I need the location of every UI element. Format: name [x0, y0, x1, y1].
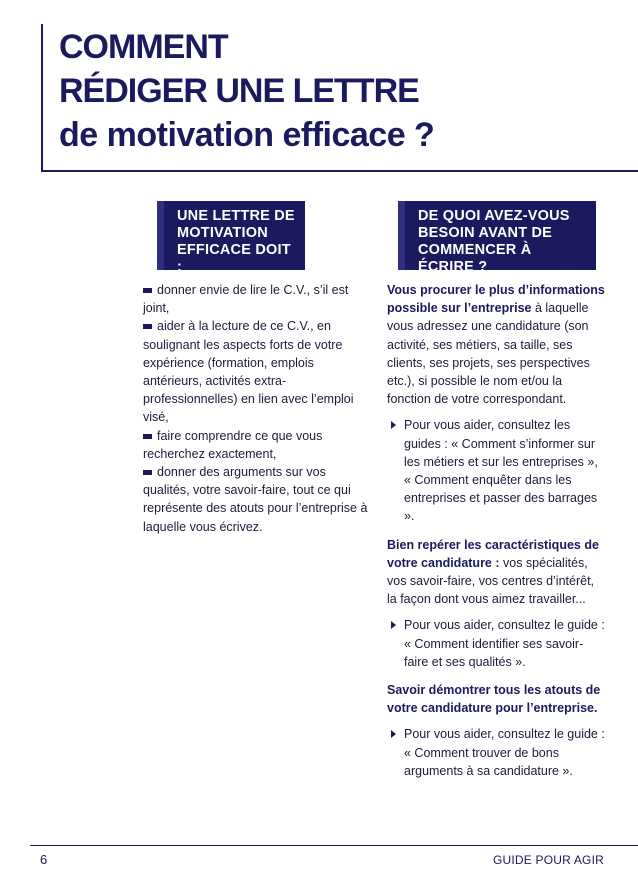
footer-title: GUIDE POUR AGIR [492, 853, 604, 867]
arrow-right-icon [391, 730, 396, 738]
left-column [143, 281, 375, 536]
left-column-heading: UNE LETTRE DE MOTIVATION EFFICACE DOIT : [157, 201, 305, 270]
list-item: donner des arguments sur vos qualités, votre savoir-faire, tout ce qui représente des atouts pour l’entreprise à laquelle vous écrivez. [143, 465, 368, 534]
title-line-1: COMMENT [59, 28, 228, 66]
section-1-text: Vous procurer le plus d’informations possible sur l’entreprise à laquelle vous adressez une candidature (son activité, ses métiers, sa taille, ses clients, ses projets, ses perspectives etc.), si possible le nom et/ou la fonction de votre correspondant. [387, 283, 605, 407]
right-column-heading: DE QUOI AVEZ-VOUS BESOIN AVANT DE COMMENCER À ÉCRIRE ? [398, 201, 596, 270]
bullet-icon [143, 470, 152, 475]
list-item: faire comprendre ce que vous recherchez exactement, [143, 428, 323, 461]
page-number: 6 [40, 852, 48, 867]
guide-reference: Pour vous aider, consultez le guide : « Comment trouver de bons arguments à sa candidature ». [391, 725, 607, 780]
list-item: aider à la lecture de ce C.V., en soulignant les aspects forts de votre expérience (formation, emplois antérieurs, activités extra-professionnelles) en lien avec l’emploi visé, [143, 319, 354, 425]
section-2-text: Bien repérer les caractéristiques de votre candidature : vos spécialités, vos savoir-faire, vos centres d’intérêt, la façon dont vous aimez travailler... [387, 537, 599, 607]
title-line-2: RÉDIGER UNE LETTRE [59, 72, 419, 110]
list-item: donner envie de lire le C.V., s’il est joint, [143, 283, 349, 316]
guide-reference: Pour vous aider, consultez le guide : « Comment identifier ses savoir-faire et ses qualités ». [391, 616, 607, 671]
bullet-icon [143, 434, 152, 439]
title-block [41, 24, 638, 172]
arrow-right-icon [391, 621, 396, 629]
right-column [387, 281, 607, 780]
bullet-icon [143, 288, 152, 293]
arrow-right-icon [391, 421, 396, 429]
section-3-text: Savoir démontrer tous les atouts de votre candidature pour l’entreprise. [387, 683, 601, 716]
title-line-3: de motivation efficace ? [59, 116, 435, 154]
footer-divider [30, 845, 638, 846]
guide-reference: Pour vous aider, consultez les guides : « Comment s’informer sur les métiers et sur les entreprises », « Comment enquêter dans les entreprises et passer des barrages ». [391, 416, 607, 525]
bullet-icon [143, 324, 152, 329]
